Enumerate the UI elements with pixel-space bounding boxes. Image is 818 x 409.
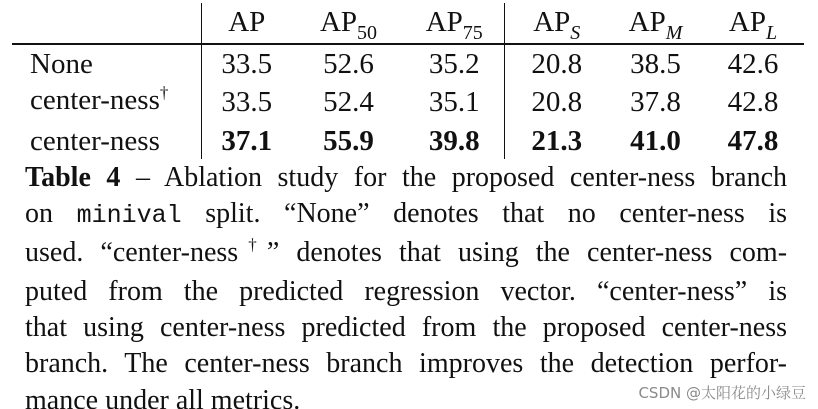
caption-text: puted from the predicted regression vector. “center-ness” is <box>25 275 787 307</box>
value-cell: 20.8 <box>504 44 609 82</box>
value-cell: 33.5 <box>201 82 292 122</box>
header-ap75-sub: 75 <box>462 21 483 44</box>
caption-text: split. “None” denotes that no center-ness is <box>181 198 788 230</box>
header-ap50 <box>292 3 405 44</box>
value-cell: 42.8 <box>727 86 779 118</box>
method-label: None <box>30 47 93 80</box>
header-apm-sub: M <box>665 21 683 44</box>
value-cell: 42.6 <box>727 47 779 80</box>
table-row <box>12 82 804 122</box>
caption-text: minival <box>76 201 182 231</box>
method-label: center-ness <box>30 124 160 157</box>
method-label: center-ness <box>30 84 160 116</box>
value-cell: 41.0 <box>630 124 681 157</box>
caption-label: Table 4 <box>25 162 121 193</box>
value-cell: 39.8 <box>428 124 480 157</box>
value-cell: 55.9 <box>323 124 374 157</box>
ablation-table <box>12 3 804 159</box>
caption-line <box>25 196 787 234</box>
table-row <box>12 122 804 159</box>
caption-line <box>25 346 787 382</box>
value-cell: 52.6 <box>323 47 374 80</box>
header-apl-base: AP <box>728 5 766 38</box>
header-apl-sub: L <box>765 21 778 44</box>
header-method-cell <box>12 3 201 44</box>
value-cell: 38.5 <box>630 47 681 80</box>
table-body <box>12 44 804 159</box>
header-apl <box>702 3 804 44</box>
header-ap75 <box>405 3 504 44</box>
header-ap50-base: AP <box>319 5 358 38</box>
header-ap-base: AP <box>228 5 266 38</box>
value-cell: 52.4 <box>323 86 374 118</box>
table-caption <box>25 160 787 409</box>
header-aps-base: AP <box>533 5 571 38</box>
header-ap50-sub: 50 <box>357 21 378 44</box>
caption-text: ” denotes that using the center-ness com- <box>266 236 788 268</box>
caption-line <box>25 160 787 196</box>
method-superscript: † <box>159 83 169 102</box>
ablation-table-container <box>12 3 804 159</box>
header-apm-base: AP <box>628 5 666 38</box>
caption-line <box>25 235 787 274</box>
caption-line <box>25 274 787 310</box>
caption-text: used. “center-ness <box>25 236 239 268</box>
caption-text: that using center-ness predicted from the proposed center-ness <box>25 312 787 344</box>
caption-text: – Ablation study for the proposed center-ness branch <box>120 162 787 193</box>
header-ap75-base: AP <box>425 5 463 38</box>
value-cell: 20.8 <box>504 82 609 122</box>
header-aps-sub: S <box>570 21 581 44</box>
table-header-row <box>12 3 804 44</box>
header-aps <box>504 3 609 44</box>
method-cell <box>12 44 201 82</box>
watermark: CSDN @太阳花的小绿豆 <box>638 384 806 402</box>
caption-line <box>25 310 787 346</box>
caption-text: mance under all metrics. <box>25 384 301 409</box>
caption-text: on <box>25 198 77 230</box>
value-cell: 35.1 <box>428 86 480 118</box>
value-cell: 47.8 <box>727 124 779 157</box>
value-cell: 35.2 <box>428 47 480 80</box>
header-apm <box>609 3 702 44</box>
caption-text: branch. The center-ness branch improves the detection perfor- <box>25 348 787 380</box>
table-row <box>12 44 804 82</box>
caption-text: † <box>238 234 267 254</box>
method-cell <box>12 82 201 122</box>
value-cell: 33.5 <box>201 44 292 82</box>
method-cell <box>12 122 201 159</box>
header-ap <box>201 3 292 44</box>
value-cell: 21.3 <box>504 122 609 159</box>
value-cell: 37.1 <box>201 122 292 159</box>
value-cell: 37.8 <box>630 86 681 118</box>
